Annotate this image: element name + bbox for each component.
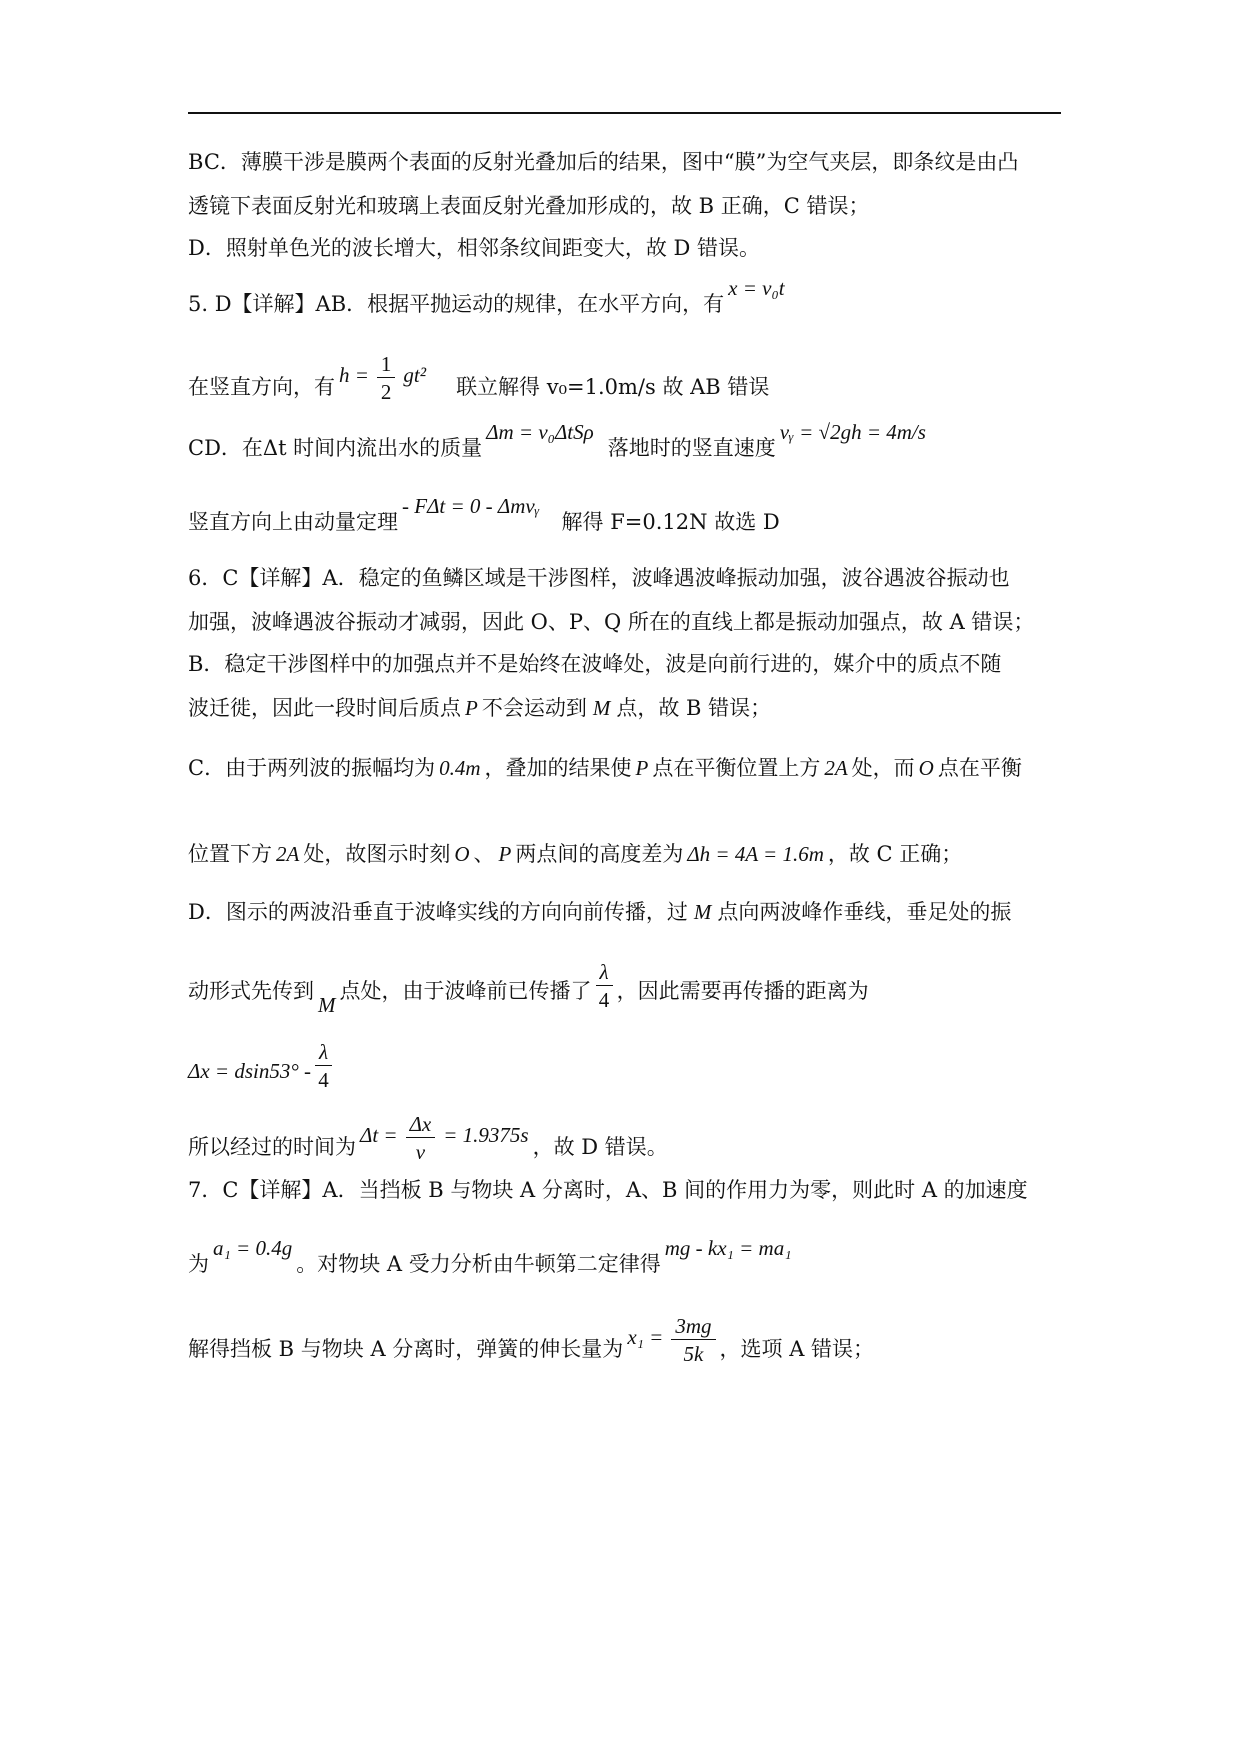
symbol-O: O [918, 756, 934, 780]
symbol-P: P [635, 756, 649, 780]
fraction-half [377, 354, 396, 403]
symbol-O: O [454, 842, 470, 866]
text: 。对物块 A 受力分析由牛顿第二定律得 [296, 1252, 661, 1276]
text: 解得 F=0.12N 故选 D [561, 510, 780, 534]
text: 竖直方向上由动量定理 [188, 510, 398, 534]
text-line-q5c [188, 420, 930, 460]
fraction-denominator: 2 [380, 380, 392, 404]
formula-height-diff: Δh = 4A = 1.6m [687, 842, 824, 866]
formula-impulse: - FΔt = 0 - Δmvᵧ [402, 494, 540, 518]
fraction-denominator: v [415, 1140, 426, 1164]
text: D．图示的两波沿垂直于波峰实线的方向向前传播，过 [188, 900, 688, 924]
text: ，因此需要再传播的距离为 [616, 979, 869, 1003]
text: 处，故图示时刻 [303, 842, 451, 866]
text: CD．在Δt 时间内流出水的质量 [188, 436, 483, 460]
text-line-q6a [188, 568, 1010, 589]
text-line-q7b [188, 1236, 796, 1276]
fraction-denominator: 5k [683, 1342, 704, 1366]
formula-acceleration: a₁ = 0.4g [213, 1236, 293, 1260]
text-line-q6d [188, 698, 771, 719]
text-line-q6j [188, 1112, 668, 1173]
text-line-q6g [188, 902, 1011, 923]
text-line-q6i [188, 1040, 336, 1097]
text: D．照射单色光的波长增大，相邻条纹间距变大，故 D 错误。 [188, 236, 761, 260]
text: 7．C【详解】A．当挡板 B 与物块 A 分离时，A、B 间的作用力为零，则此时 A 的加速度 [188, 1178, 1028, 1202]
text: ，叠加的结果使 [484, 756, 632, 780]
fraction-denominator: 4 [318, 1068, 329, 1092]
formula-vy: vᵧ = √2gh = 4m/s [779, 420, 926, 444]
fraction-3mg-over-5k [671, 1316, 715, 1365]
text: ，选项 A 错误； [719, 1337, 875, 1361]
formula-dt: Δt = [360, 1123, 398, 1147]
text: 6．C【详解】A．稳定的鱼鳞区域是干涉图样，波峰遇波峰振动加强，波谷遇波谷振动也 [188, 566, 1010, 590]
text: 点在平衡位置上方 [652, 756, 821, 780]
text: 解得挡板 B 与物块 A 分离时，弹簧的伸长量为 [188, 1337, 624, 1361]
text: 、 [473, 842, 495, 866]
formula-2A: 2A [276, 842, 300, 866]
fraction-denominator: 4 [598, 988, 610, 1012]
text: 位置下方 [188, 842, 272, 866]
text-line-q7c [188, 1314, 875, 1375]
text: 不会运动到 [481, 696, 587, 720]
text: 点在平衡 [937, 756, 1022, 780]
text: 点向两波峰作垂线，垂足处的振 [717, 900, 1012, 924]
text: ，故 D 错误。 [532, 1135, 668, 1159]
fraction-numerator: 1 [377, 354, 396, 378]
text: C．由于两列波的振幅均为 [188, 756, 436, 780]
formula-amplitude: 0.4m [439, 756, 481, 780]
text: 5. D【详解】AB．根据平抛运动的规律，在水平方向，有 [188, 292, 725, 316]
text: BC．薄膜干涉是膜两个表面的反射光叠加后的结果，图中“膜”为空气夹层，即条纹是由凸 [188, 150, 1019, 174]
formula-mass: Δm = v₀ΔtSρ [486, 420, 594, 444]
text-line-3 [188, 238, 760, 259]
text: 处，而 [851, 756, 915, 780]
text: 为 [188, 1252, 209, 1276]
symbol-P: P [465, 696, 478, 720]
text: 落地时的竖直速度 [607, 436, 776, 460]
formula-h: h = [339, 363, 369, 387]
text-line-1 [188, 152, 1018, 173]
fraction-numerator: λ [596, 962, 613, 986]
text: 联立解得 v₀=1.0m/s 故 AB 错误 [456, 375, 770, 399]
formula-time-value: = 1.9375s [443, 1123, 529, 1147]
fraction-dx-over-v [406, 1114, 436, 1163]
text: 动形式先传到 [188, 979, 314, 1003]
text: ，故 C 正确； [827, 842, 963, 866]
text-line-q5d [188, 494, 780, 534]
formula-gt2: gt² [403, 363, 427, 387]
text: 点处，由于波峰前已传播了 [339, 979, 592, 1003]
text-line-q7a [188, 1180, 1028, 1201]
text-line-2 [188, 196, 870, 217]
text-line-q6e [188, 758, 1022, 779]
text: 点，故 B 错误； [616, 696, 772, 720]
text-line-q6f [188, 844, 962, 865]
fraction-numerator: λ [315, 1042, 332, 1066]
text-line-q6c [188, 654, 1001, 675]
text-line-q5 [188, 276, 789, 316]
formula-distance: Δx = dsin53° - [188, 1059, 311, 1083]
symbol-M: M [592, 696, 611, 720]
text: B．稳定干涉图样中的加强点并不是始终在波峰处，波是向前行进的，媒介中的质点不随 [188, 652, 1002, 676]
text-line-q5b [188, 352, 770, 413]
fraction-numerator: 3mg [671, 1316, 715, 1340]
symbol-P: P [498, 842, 512, 866]
text: 波迁徙，因此一段时间后质点 [188, 696, 461, 720]
fraction-numerator: Δx [406, 1114, 436, 1138]
text-line-q6b [188, 612, 1034, 633]
header-rule [188, 112, 1061, 114]
text: 加强，波峰遇波谷振动才减弱，因此 O、P、Q 所在的直线上都是振动加强点，故 A 错误； [188, 610, 1035, 634]
formula-2A: 2A [824, 756, 848, 780]
text: 所以经过的时间为 [188, 1135, 356, 1159]
text: 两点间的高度差为 [515, 842, 684, 866]
fraction-lambda-over-4 [596, 962, 613, 1011]
formula-x1: x₁ = [627, 1325, 664, 1349]
symbol-M: M [693, 900, 712, 924]
formula-horizontal: x = v₀t [728, 276, 785, 300]
symbol-M: M [318, 993, 336, 1017]
formula-newton: mg - kx₁ = ma₁ [664, 1236, 792, 1260]
text-line-q6h [188, 960, 869, 1017]
text: 透镜下表面反射光和玻璃上表面反射光叠加形成的，故 B 正确，C 错误； [188, 194, 870, 218]
text: 在竖直方向，有 [188, 375, 335, 399]
fraction-lambda-over-4 [315, 1042, 332, 1091]
